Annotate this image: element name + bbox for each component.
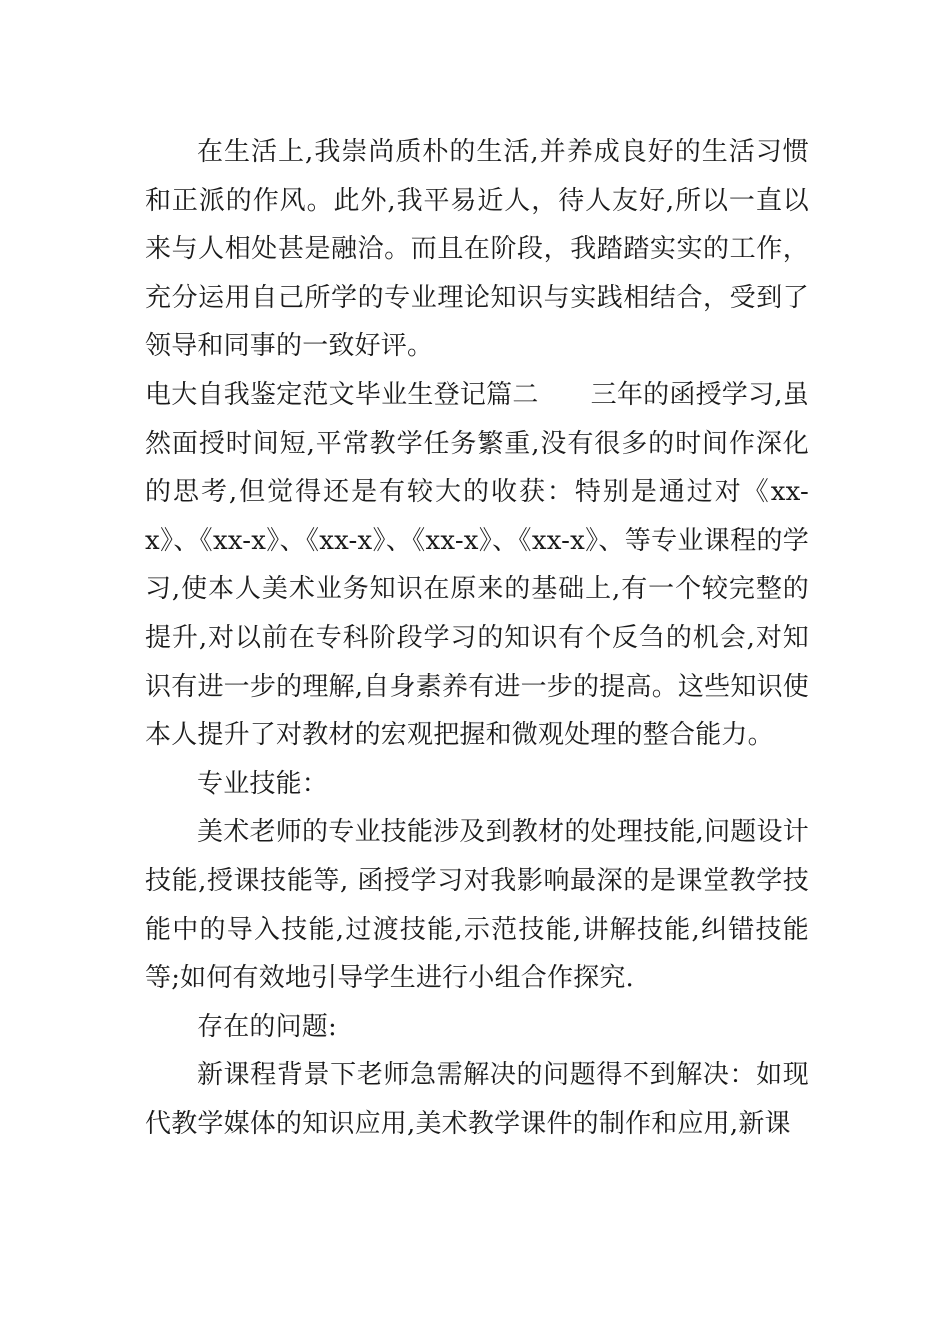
paragraph-section-two (145, 371, 809, 760)
paragraph-problems: 新课程背景下老师急需解决的问题得不到解决：如现代教学媒体的知识应用,美术教学课件的制作和应用,新课 (145, 1060, 809, 1139)
paragraph-professional-skills: 美术老师的专业技能涉及到教材的处理技能,问题设计技能,授课技能等, 函授学习对我影响最深的是课堂教学技能中的导入技能,过渡技能,示范技能,讲解技能,纠错技能等;如何有效地引导学生进行小组合作探究. (145, 817, 809, 994)
heading-problems: 存在的问题: (197, 1011, 337, 1042)
section-two-text: 三年的函授学习,虽然面授时间短,平常教学任务繁重,没有很多的时间作深化的思考,但觉得还是有较大的收获：特别是通过对《xx-x》、《xx-x》、《xx-x》、《xx-x》、《xx-x》、等专业课程的学习,使本人美术业务知识在原来的基础上,有一个较完整的提升,对以前在专科阶段学习的知识有个反刍的机会,对知识有进一步的理解,自身素养有进一步的提高。这些知识使本人提升了对教材的宏观把握和微观处理的整合能力。 (145, 379, 809, 751)
heading-professional-skills: 专业技能： (197, 768, 329, 799)
paragraph-life: 在生活上,我崇尚质朴的生活,并养成良好的生活习惯和正派的作风。此外,我平易近人，待人友好,所以一直以来与人相处甚是融洽。而且在阶段，我踏踏实实的工作，充分运用自己所学的专业理论知识与实践相结合，受到了领导和同事的一致好评。 (145, 137, 809, 362)
document-body (145, 128, 809, 1148)
section-heading: 电大自我鉴定范文毕业生登记篇二 (145, 379, 539, 410)
